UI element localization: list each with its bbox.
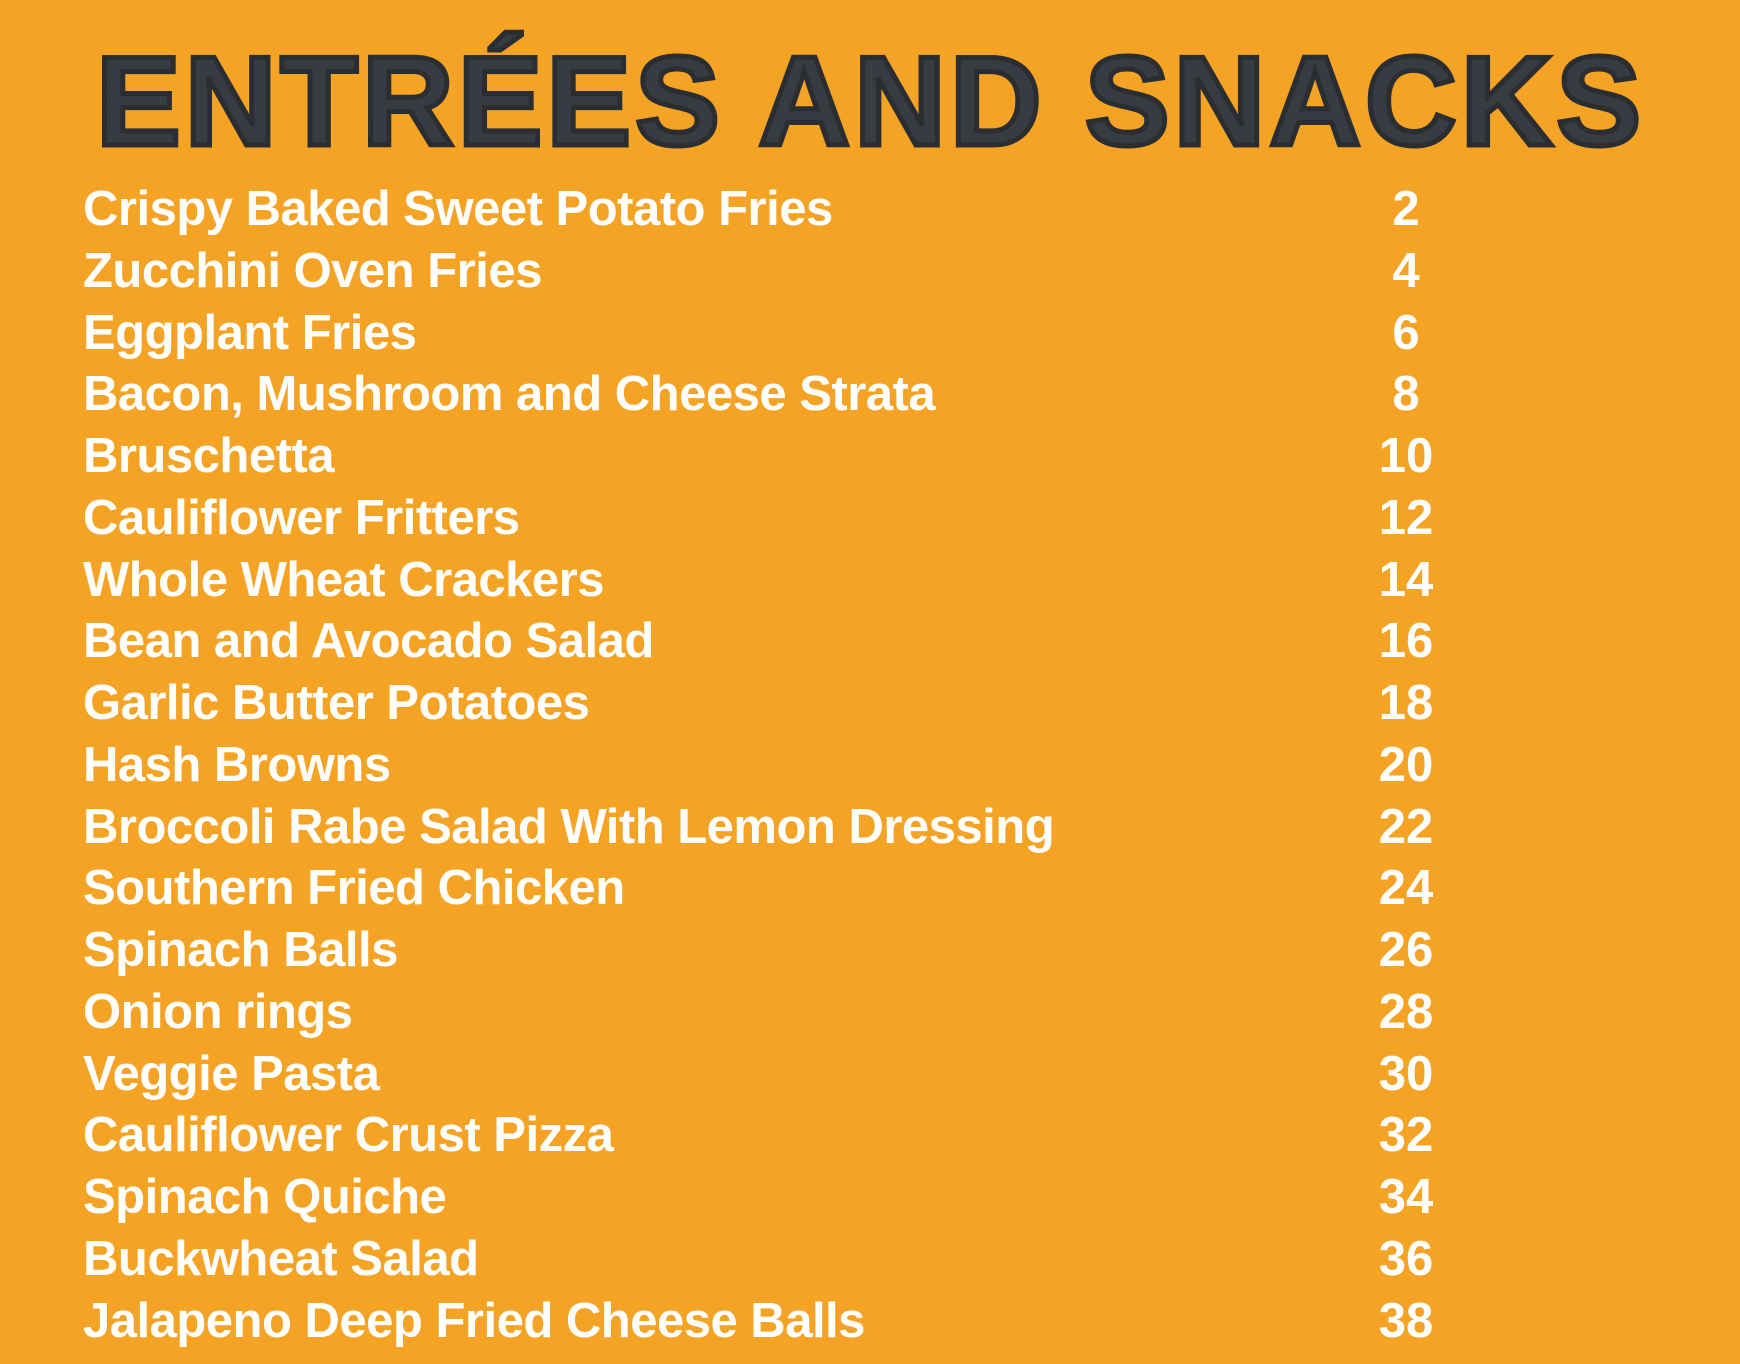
menu-item-label: Eggplant Fries: [83, 305, 417, 360]
list-item: [83, 179, 1740, 241]
menu-item-label: Zucchini Oven Fries: [83, 243, 542, 298]
menu-item-label: Southern Fried Chicken: [83, 861, 625, 916]
list-item: [83, 550, 1740, 612]
list-item: [83, 241, 1740, 303]
menu-item-label: Spinach Quiche: [83, 1170, 447, 1224]
menu-item-label: Bacon, Mushroom and Cheese Strata: [83, 367, 936, 422]
menu-item-page-number: 26: [1378, 923, 1434, 977]
menu-item-label: Bean and Avocado Salad: [83, 614, 654, 669]
menu-item-page-number: 12: [1378, 490, 1434, 545]
list-item: [83, 426, 1740, 488]
list-item: [83, 364, 1740, 426]
menu-item-label: Spinach Balls: [83, 923, 398, 977]
menu-item-page-number: 10: [1378, 429, 1434, 483]
menu-list: [83, 179, 1740, 1352]
menu-item-label: Broccoli Rabe Salad With Lemon Dressing: [83, 799, 1055, 854]
menu-item-page-number: 28: [1378, 984, 1434, 1039]
menu-item-label: Garlic Butter Potatoes: [83, 676, 590, 730]
list-item: [83, 611, 1740, 673]
menu-item-page-number: 20: [1378, 737, 1434, 792]
menu-item-page-number: 34: [1378, 1170, 1434, 1224]
list-item: [83, 735, 1740, 797]
list-item: [83, 920, 1740, 982]
menu-item-page-number: 8: [1392, 367, 1420, 422]
menu-item-page-number: 22: [1378, 799, 1434, 854]
list-item: [83, 1044, 1740, 1106]
menu-item-page-number: 2: [1392, 182, 1420, 236]
menu-item-label: Bruschetta: [83, 429, 334, 483]
list-item: [83, 1105, 1740, 1167]
menu-item-page-number: 14: [1378, 552, 1434, 607]
menu-item-label: Cauliflower Crust Pizza: [83, 1108, 614, 1163]
menu-item-label: Hash Browns: [83, 737, 391, 792]
list-item: [83, 1291, 1740, 1353]
list-item: [83, 858, 1740, 920]
menu-item-page-number: 30: [1378, 1046, 1434, 1101]
list-item: [83, 982, 1740, 1044]
menu-item-label: Buckwheat Salad: [83, 1231, 479, 1286]
menu-item-label: Cauliflower Fritters: [83, 490, 520, 545]
list-item: [83, 488, 1740, 550]
list-item: [83, 1167, 1740, 1229]
menu-item-page-number: 16: [1378, 614, 1434, 669]
menu-item-page-number: 24: [1378, 861, 1434, 916]
list-item: [83, 303, 1740, 365]
page-title: ENTRÉES AND SNACKS: [96, 30, 1646, 172]
menu-item-page-number: 36: [1378, 1231, 1434, 1286]
menu-item-page-number: 4: [1392, 243, 1420, 298]
menu-item-label: Jalapeno Deep Fried Cheese Balls: [83, 1293, 865, 1348]
menu-item-label: Crispy Baked Sweet Potato Fries: [83, 182, 833, 236]
list-item: [83, 1229, 1740, 1291]
menu-item-label: Onion rings: [83, 984, 353, 1039]
list-item: [83, 673, 1740, 735]
menu-item-page-number: 6: [1392, 305, 1420, 360]
menu-item-page-number: 32: [1378, 1108, 1434, 1163]
list-item: [83, 797, 1740, 859]
menu-item-page-number: 18: [1378, 676, 1434, 730]
menu-item-label: Whole Wheat Crackers: [83, 552, 604, 607]
menu-item-page-number: 38: [1378, 1293, 1434, 1348]
menu-item-label: Veggie Pasta: [83, 1046, 380, 1101]
